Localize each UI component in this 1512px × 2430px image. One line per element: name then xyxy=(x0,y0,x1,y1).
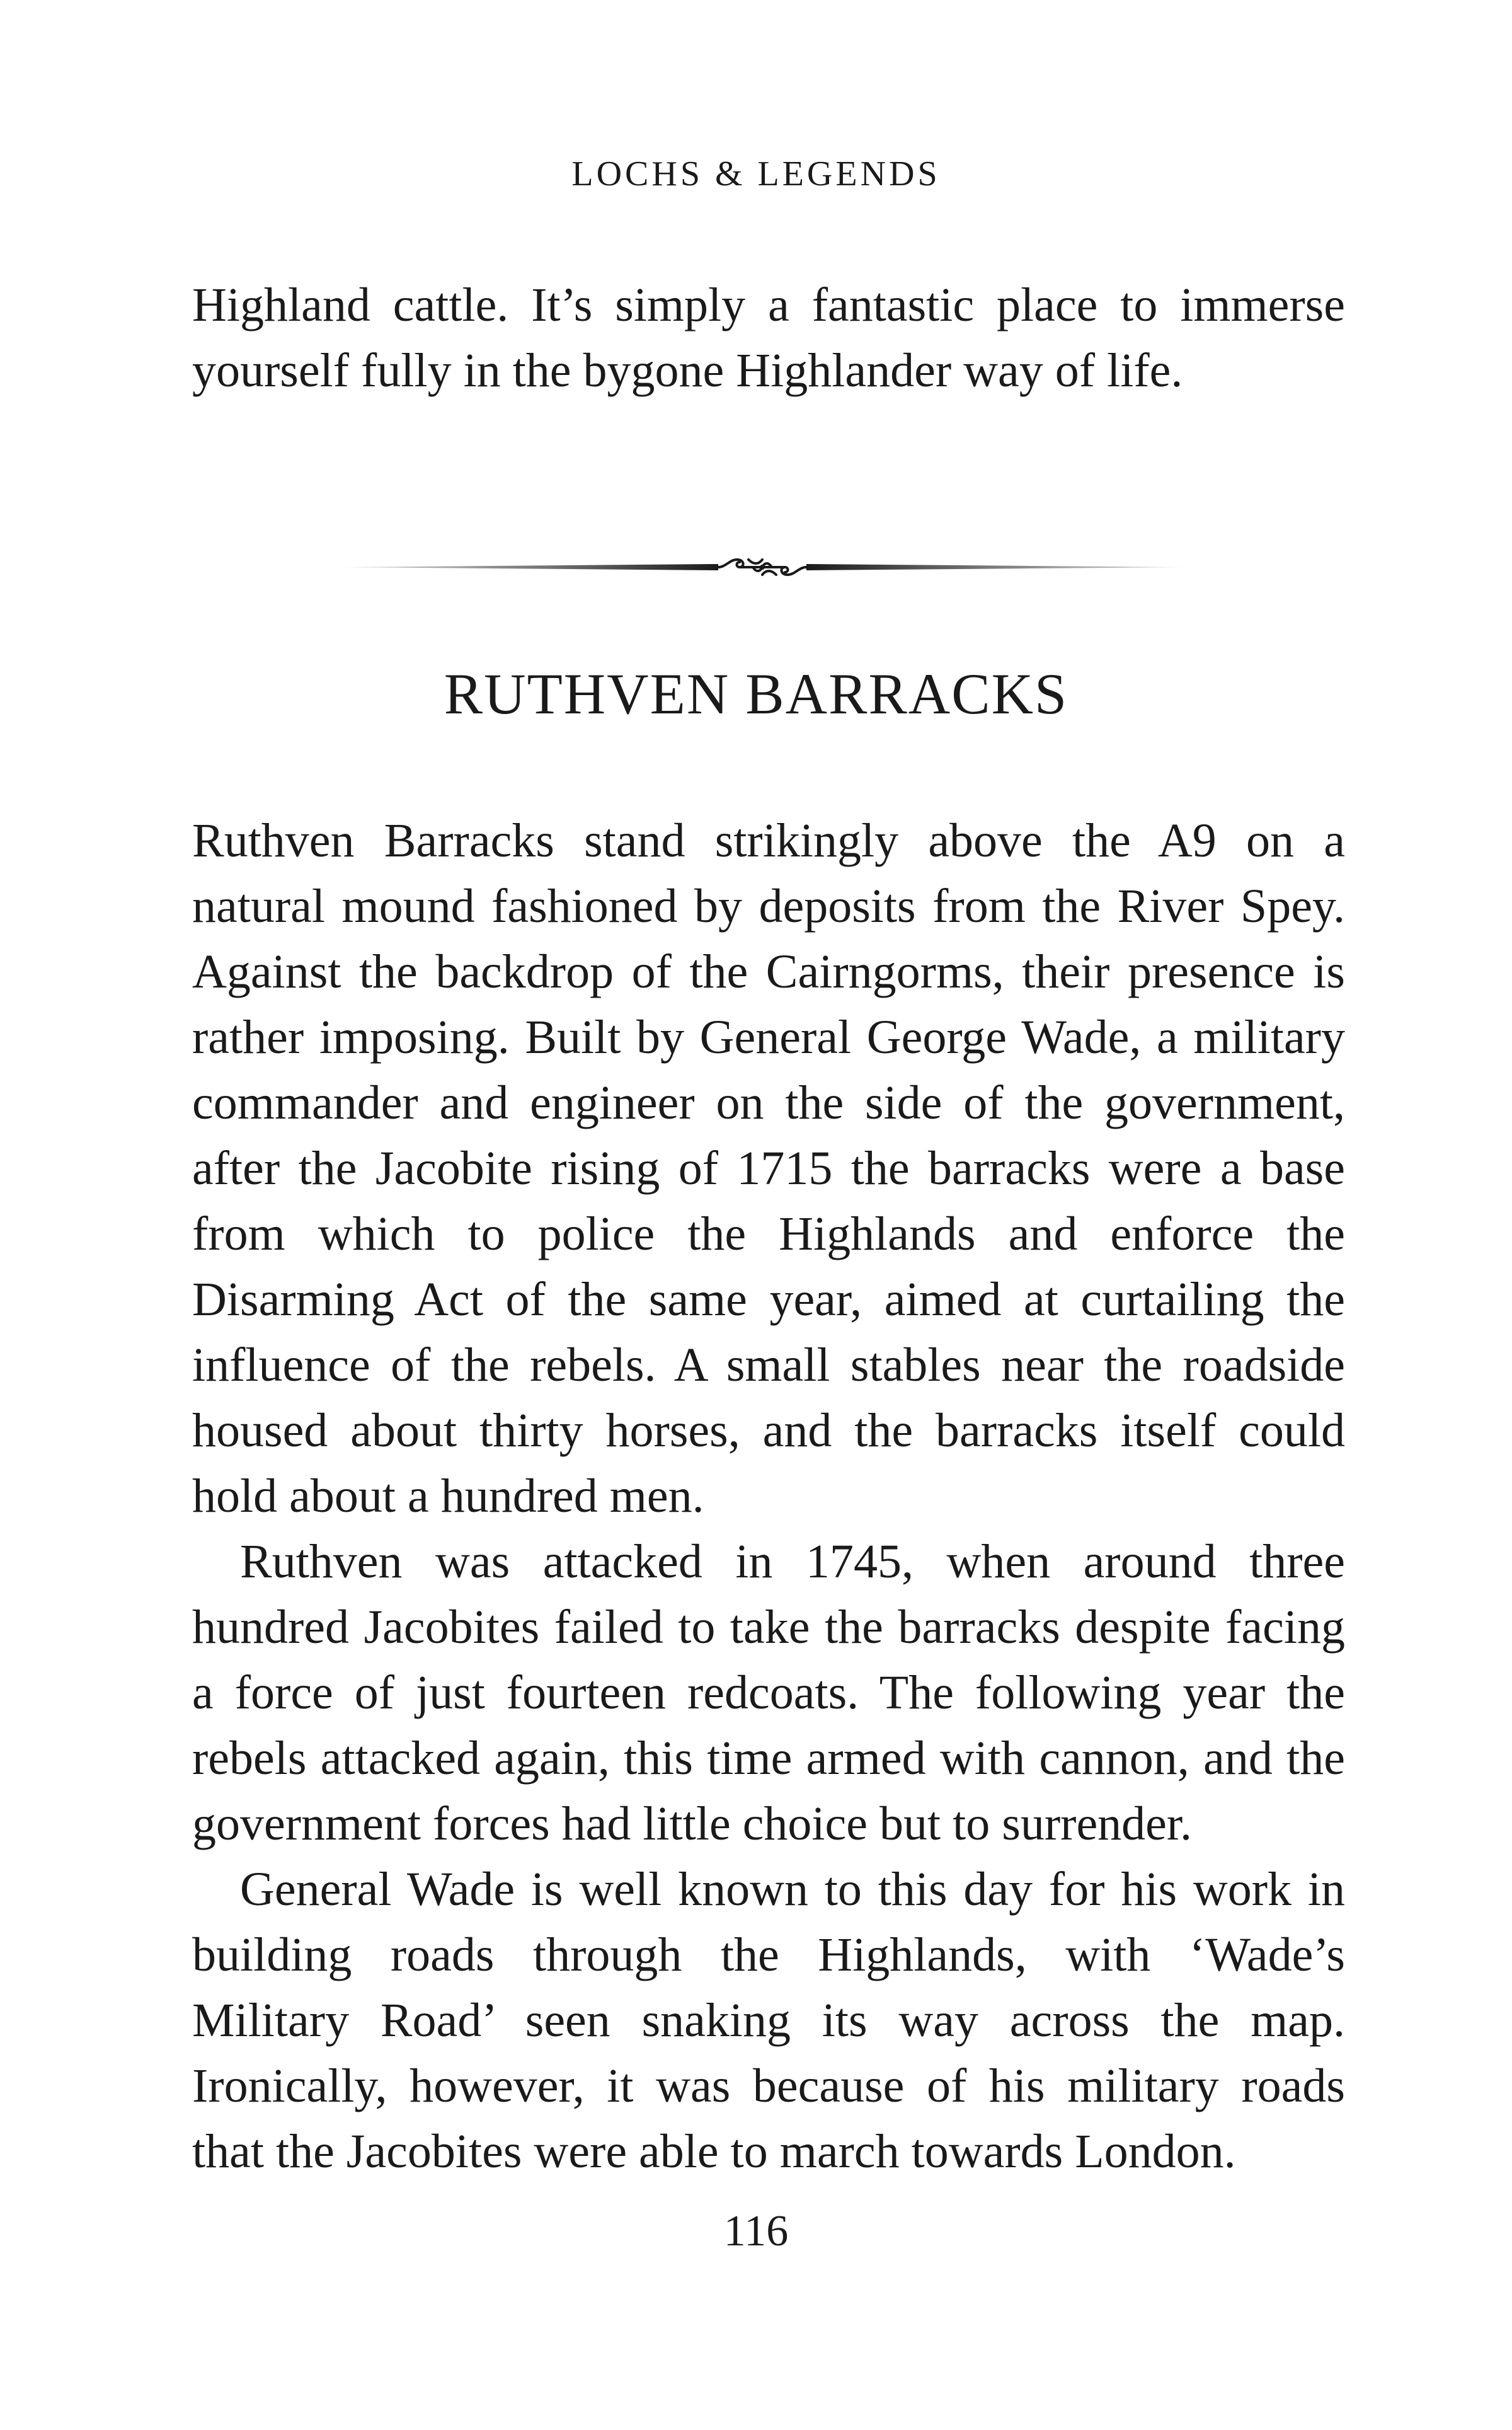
continuation-paragraph: Highland cattle. It’s simply a fantastic place to immerse yourself fully in the bygone Highlander way of life. xyxy=(192,279,1345,397)
body-paragraph: Ruthven Barracks stand strikingly above the A9 on a natural mound fashioned by deposits from the River Spey. Against the backdrop of the Cairngorms, their presence is rather imposing. Built by General George Wade, a military commander and engineer on the side of the government, after the Jacobite rising of 1715 the barracks were a base from which to police the Highlands and enforce the Disarming Act of the same year, aimed at curtailing the influence of the rebels. A small stables near the roadside housed about thirty horses, and the barracks itself could hold about a hundred men. xyxy=(192,814,1345,1523)
body-paragraph: Ruthven was attacked in 1745, when around three hundred Jacobites failed to take the barracks despite facing a force of just fourteen redcoats. The following year the rebels attacked again, this time armed with cannon, and the government forces had little choice but to surrender. xyxy=(192,1535,1345,1850)
body-text xyxy=(192,808,1345,2184)
continuation-text xyxy=(192,272,1345,403)
page-number: 116 xyxy=(723,2207,789,2255)
body-paragraph: General Wade is well known to this day for his work in building roads through the Highlands, with ‘Wade’s Military Road’ seen snaking its way across the map. Ironically, however, it was because of his military roads that the Jacobites were able to march towards London. xyxy=(192,1863,1345,2178)
section-title: RUTHVEN BARRACKS xyxy=(444,662,1068,726)
decorative-rule-ornament xyxy=(340,548,1184,586)
running-head: LOCHS & LEGENDS xyxy=(571,154,941,193)
